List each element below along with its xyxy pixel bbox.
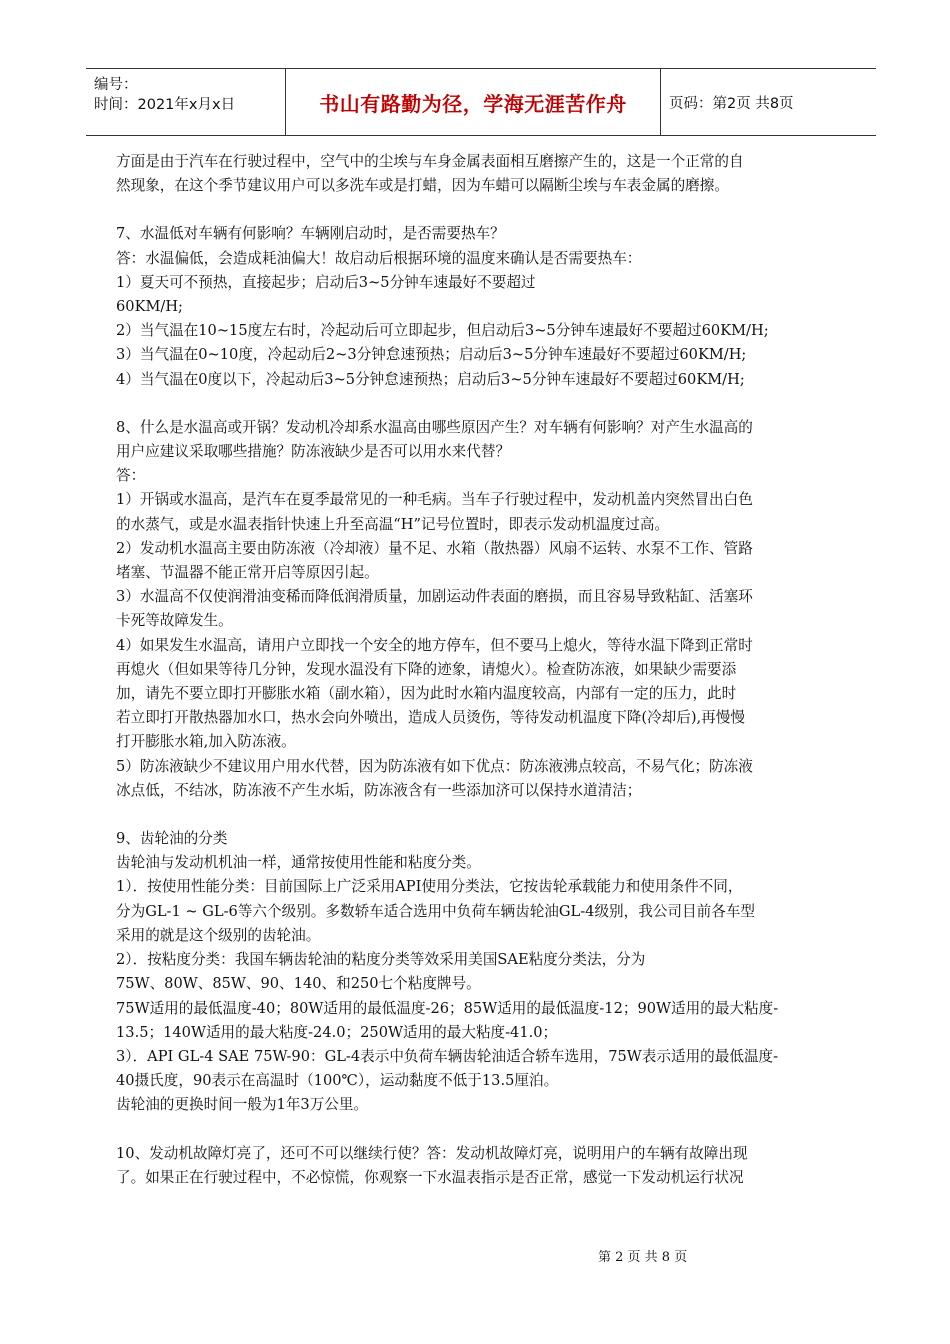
text-line: 再熄火（但如果等待几分钟，发现水温没有下降的迹象，请熄火）。检查防冻液，如果缺少需要添 [116,660,737,678]
text-line: 9、齿轮油的分类 [116,830,228,848]
text-line: 若立即打开散热器加水口，热水会向外喷出，造成人员烫伤，等待发动机温度下降(冷却后),再慢慢 [116,709,745,727]
text-line: 采用的就是这个级别的齿轮油。 [116,926,321,944]
blank-line [116,1118,846,1142]
text-line: 8、什么是水温高或开锅？发动机冷却系水温高由哪些原因产生？对车辆有何影响？对产生水温高的 [116,418,753,436]
text-line: 方面是由于汽车在行驶过程中，空气中的尘埃与车身金属表面相互磨擦产生的，这是一个正常的自 [116,153,744,170]
header-page-number: 页码：第2页 共8页 [669,95,794,112]
text-line: 打开膨胀水箱,加入防冻液。 [116,733,296,751]
text-line: 1）．按使用性能分类：目前国际上广泛采用API使用分类法，它按齿轮承载能力和使用条件不同， [116,878,743,896]
text-line: 5）防冻液缺少不建议用户用水代替，因为防冻液有如下优点：防冻液沸点较高，不易气化；防冻液 [116,757,753,775]
text-line: 1）夏天可不预热，直接起步；启动后3~5分钟车速最好不要超过 [116,273,536,291]
text-line: 75W适用的最低温度-40；80W适用的最低温度-26；85W适用的最低温度-12；90W适用的最大粘度- [116,999,779,1017]
blank-line [116,392,846,416]
text-line: 冰点低，不结冰，防冻液不产生水垢，防冻液含有一些添加济可以保持水道清洁； [116,781,642,799]
text-line: 齿轮油与发动机机油一样，通常按使用性能和粘度分类。 [116,854,481,872]
text-line: 齿轮油的更换时间一般为1年3万公里。 [116,1096,369,1114]
text-line: 3）当气温在0~10度，冷起动后2~3分钟怠速预热；启动后3~5分钟车速最好不要超过60KM/H; [116,346,747,364]
text-line: 2）发动机水温高主要由防冻液（冷却液）量不足、水箱（散热器）风扇不运转、水泵不工作、管路 [116,539,753,557]
text-line: 13.5；140W适用的最大粘度-24.0；250W适用的最大粘度-41.0； [116,1023,558,1041]
text-line: 7、水温低对车辆有何影响？车辆刚启动时，是否需要热车？ [116,225,505,243]
header-meta [86,69,286,135]
text-line: 然现象，在这个季节建议用户可以多洗车或是打蜡，因为车蜡可以隔断尘埃与车表金属的磨擦。 [116,177,729,195]
text-line: 卡死等故障发生。 [116,612,233,630]
document-body [116,150,846,1190]
text-line: 60KM/H; [116,298,183,316]
text-line: 2）．按粘度分类：我国车辆齿轮油的粘度分类等效采用美国SAE粘度分类法，分为 [116,951,646,969]
blank-line [116,198,846,222]
text-line: 分为GL-1 ~ GL-6等六个级别。多数轿车适合选用中负荷车辆齿轮油GL-4级别，我公司目前各车型 [116,902,755,920]
text-line: 2）当气温在10~15度左右时，冷起动后可立即起步，但启动后3~5分钟车速最好不要超过60KM/H; [116,322,769,340]
text-line: 75W、80W、85W、90、140、和250七个粘度牌号。 [116,975,481,993]
text-line: 答：水温偏低，会造成耗油偏大！故启动后根据环境的温度来确认是否需要热车： [116,249,642,267]
text-line: 的水蒸气，或是水温表指针快速上升至高温“H”记号位置时，即表示发动机温度过高。 [116,515,670,533]
text-line: 用户应建议采取哪些措施？防冻液缺少是否可以用水来代替？ [116,443,511,461]
text-line: 40摄氏度，90表示在高温时（100℃），运动黏度不低于13.5厘泊。 [116,1072,559,1090]
page-header [86,68,876,136]
text-line: 加，请先不要立即打开膨胀水箱（副水箱），因为此时水箱内温度较高，内部有一定的压力，此时 [116,685,737,703]
text-line: 1）开锅或水温高，是汽车在夏季最常见的一种毛病。当车子行驶过程中，发动机盖内突然冒出白色 [116,491,753,509]
text-line: 3）．API GL-4 SAE 75W-90：GL-4表示中负荷车辆齿轮油适合轿车选用，75W表示适用的最低温度- [116,1047,779,1065]
text-line: 4）当气温在0度以下，冷起动后3~5分钟怠速预热；启动后3~5分钟车速最好不要超过60KM/H; [116,370,745,388]
footer-page-info: 第 2 页 共 8 页 [598,1250,688,1265]
document-time-label: 时间：2021年x月x日 [94,97,236,113]
text-line: 了。如果正在行驶过程中，不必惊慌，你观察一下水温表指示是否正常，感觉一下发动机运行状况 [116,1168,744,1186]
text-line: 4）如果发生水温高，请用户立即找一个安全的地方停车，但不要马上熄火，等待水温下降到正常时 [116,636,753,654]
text-line: 3）水温高不仅使润滑油变稀而降低润滑质量，加剧运动件表面的磨损，而且容易导致粘缸、活塞环 [116,588,753,606]
text-line: 10、发动机故障灯亮了，还可不可以继续行使？答：发动机故障灯亮，说明用户的车辆有故障出现 [116,1144,748,1162]
document-number-label: 编号： [94,77,138,93]
header-motto: 书山有路勤为径，学海无涯苦作舟 [286,69,661,135]
blank-line [116,803,846,827]
text-line: 堵塞、节温器不能正常开启等原因引起。 [116,564,379,582]
text-line: 答： [116,467,146,485]
